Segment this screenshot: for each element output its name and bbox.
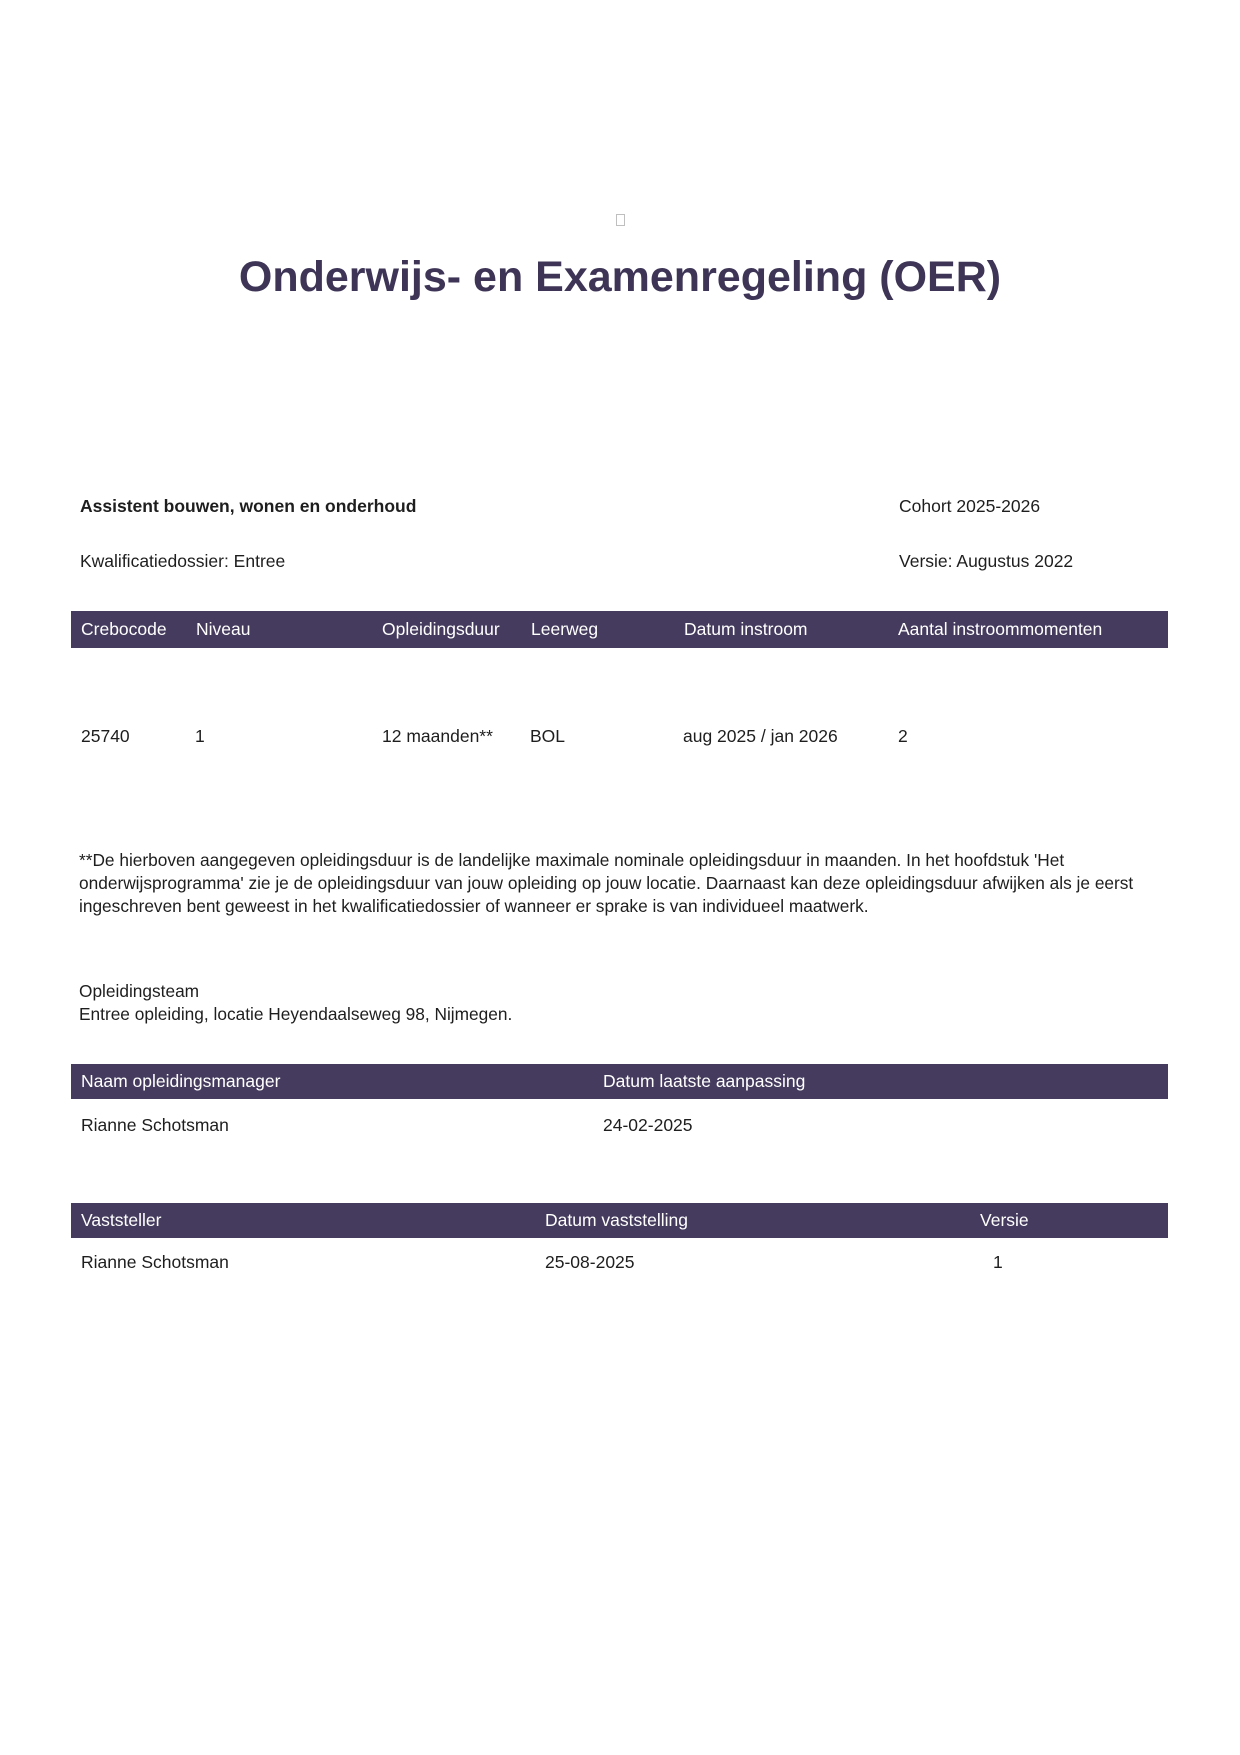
missing-image-placeholder-icon <box>616 214 625 226</box>
program-table-header <box>71 611 1168 648</box>
header-opleidingsduur: Opleidingsduur <box>382 619 500 639</box>
cell-vaststeller: Rianne Schotsman <box>81 1252 229 1272</box>
header-datum-instroom: Datum instroom <box>684 619 808 639</box>
header-crebocode: Crebocode <box>81 619 167 639</box>
cell-niveau: 1 <box>195 726 205 746</box>
header-datum-laatste-aanpassing: Datum laatste aanpassing <box>603 1071 806 1091</box>
cell-versie: 1 <box>993 1252 1003 1272</box>
cohort-label: Cohort 2025-2026 <box>899 496 1041 516</box>
approval-table-header <box>71 1203 1168 1238</box>
approval-table-row <box>71 1251 1168 1274</box>
cell-datum-vaststelling: 25-08-2025 <box>545 1252 635 1272</box>
header-aantal-instroommomenten: Aantal instroommomenten <box>898 619 1103 639</box>
cell-aantal-instroommomenten: 2 <box>898 726 908 746</box>
header-vaststeller: Vaststeller <box>81 1210 162 1230</box>
cell-leerweg: BOL <box>530 726 566 746</box>
manager-table-header <box>71 1064 1168 1099</box>
program-name: Assistent bouwen, wonen en onderhoud <box>80 496 417 516</box>
header-versie: Versie <box>980 1210 1029 1230</box>
qualification-dossier-label: Kwalificatiedossier: Entree <box>80 551 286 571</box>
manager-table-row <box>71 1114 1168 1137</box>
cell-crebocode: 25740 <box>81 726 130 746</box>
document-title: Onderwijs- en Examenregeling (OER) <box>238 253 1002 301</box>
duration-footnote: **De hierboven aangegeven opleidingsduur is de landelijke maximale nominale opleidingsduur in maanden. In het hoofdstuk 'Het onderwijsprogramma' zie je de opleidingsduur van jouw opleiding op jouw locatie. Daarnaast kan deze opleidingsduur afwijken als je eerst ingeschreven bent geweest in het kwalificatiedossier of wanneer er sprake is van individueel maatwerk. <box>79 850 1134 916</box>
team-heading: Opleidingsteam <box>79 981 200 1001</box>
header-niveau: Niveau <box>196 619 251 639</box>
header-naam-opleidingsmanager: Naam opleidingsmanager <box>81 1071 281 1091</box>
dossier-version-label: Versie: Augustus 2022 <box>899 551 1074 571</box>
team-location: Entree opleiding, locatie Heyendaalseweg 98, Nijmegen. <box>79 1004 513 1024</box>
header-leerweg: Leerweg <box>531 619 599 639</box>
cell-opleidingsduur: 12 maanden** <box>382 726 493 746</box>
cell-datum-laatste-aanpassing: 24-02-2025 <box>603 1115 693 1135</box>
program-table-row <box>71 724 1168 748</box>
cell-datum-instroom: aug 2025 / jan 2026 <box>683 726 838 746</box>
header-datum-vaststelling: Datum vaststelling <box>545 1210 688 1230</box>
cell-opleidingsmanager-naam: Rianne Schotsman <box>81 1115 229 1135</box>
